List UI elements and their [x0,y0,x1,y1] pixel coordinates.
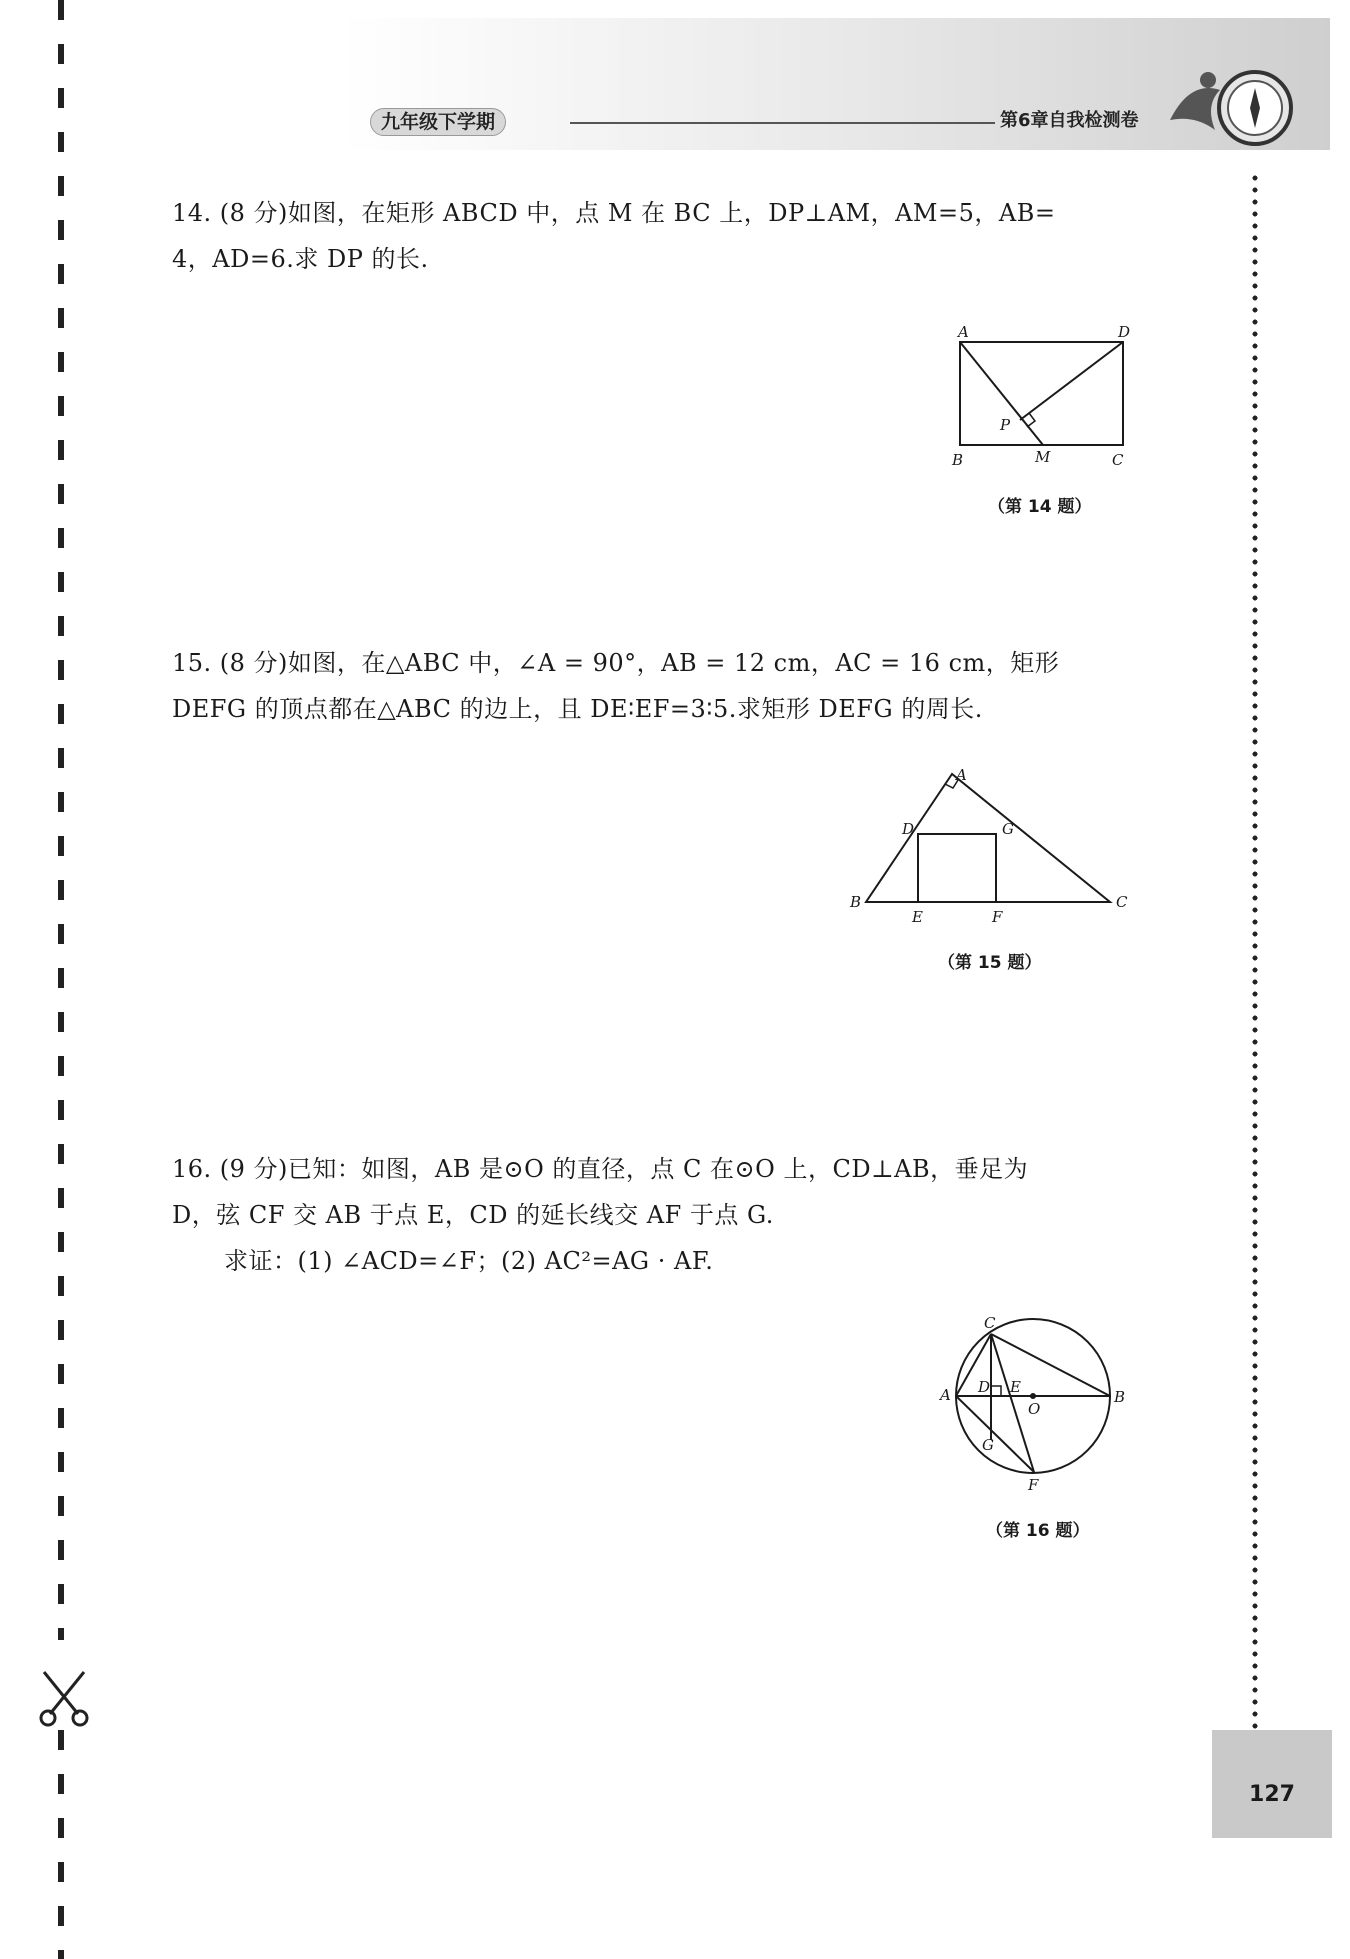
figure-15 [842,762,1142,930]
dotted-margin [1252,172,1258,1732]
scissors-icon [36,1668,92,1728]
label-G: G [1002,820,1014,838]
question-14 [172,190,1172,282]
figure-14-caption: （第 14 题） [988,497,1092,517]
header-rule [570,122,995,124]
question-16 [172,1146,1172,1284]
question-15 [172,640,1172,732]
label-C: C [984,1314,996,1332]
question-16-line-2: D，弦 CF 交 AB 于点 E，CD 的延长线交 AF 于点 G. [172,1201,774,1229]
runner-compass-logo-icon [1160,60,1300,150]
figure-14 [940,312,1140,472]
header-chapter: 第6章自我检测卷 [1000,110,1139,131]
page-number: 127 [1249,1782,1295,1807]
label-M: M [1035,448,1051,466]
label-D: D [978,1378,991,1396]
label-E: E [912,908,923,926]
question-15-line-1: 15. (8 分)如图，在△ABC 中，∠A = 90°，AB = 12 cm，AC = 16 cm，矩形 [172,649,1060,677]
label-B: B [952,451,964,469]
label-C: C [1112,451,1124,469]
question-14-line-2: 4，AD=6.求 DP 的长. [172,245,429,273]
figure-15-caption: （第 15 题） [938,953,1042,973]
label-D: D [1118,323,1131,341]
label-P: P [1000,416,1011,434]
question-14-line-1: 14. (8 分)如图，在矩形 ABCD 中，点 M 在 BC 上，DP⊥AM，AM=5，AB= [172,199,1056,227]
label-B: B [850,893,862,911]
header-grade: 九年级下学期 [370,108,506,136]
figure-16-caption: （第 16 题） [986,1521,1090,1541]
figure-16 [930,1306,1130,1506]
question-16-line-1: 16. (9 分)已知：如图，AB 是⊙O 的直径，点 C 在⊙O 上，CD⊥AB，垂足为 [172,1155,1029,1183]
cut-line [58,0,64,1640]
label-A: A [956,766,967,784]
question-16-line-3: 求证：(1) ∠ACD=∠F；(2) AC²=AG · AF. [224,1247,714,1275]
question-15-line-2: DEFG 的顶点都在△ABC 的边上，且 DE∶EF=3∶5.求矩形 DEFG 的周长. [172,695,983,723]
label-C: C [1116,893,1128,911]
label-A: A [940,1386,951,1404]
label-D: D [902,820,915,838]
cut-line-lower [58,1730,64,1959]
label-E: E [1010,1378,1021,1396]
label-G: G [982,1436,994,1454]
label-A: A [958,323,969,341]
label-O: O [1028,1400,1041,1418]
label-F: F [992,908,1003,926]
label-B: B [1114,1388,1126,1406]
label-F: F [1028,1476,1039,1494]
